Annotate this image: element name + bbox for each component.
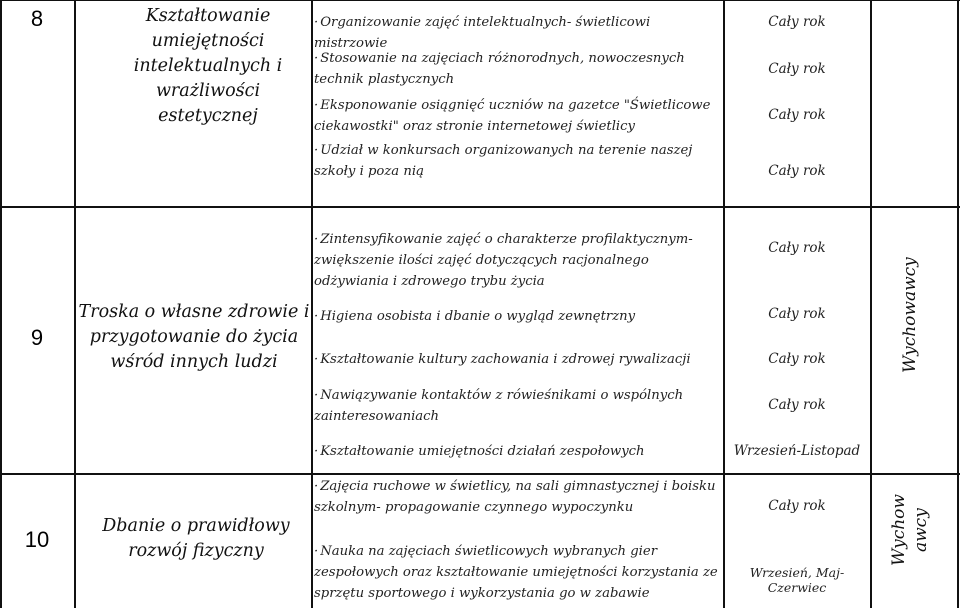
task-term: Cały rok (768, 240, 826, 256)
row-divider-8-9 (0, 206, 960, 208)
task-item: · Nawiązywanie kontaktów z rówieśnikami o wspólnych zainteresowaniach (314, 388, 684, 424)
task-term: Cały rok (768, 306, 826, 322)
col-divider-right (957, 0, 959, 608)
task-item: · Udział w konkursach organizowanych na terenie naszej szkoły i poza nią (314, 143, 693, 179)
task-item: · Eksponowanie osiągnięć uczniów na gazetce "Świetlicowe ciekawostki" oraz stronie internetowej świetlicy (314, 98, 711, 134)
row-divider-top (0, 0, 960, 1)
task-term: Cały rok (768, 163, 826, 179)
task-term: Cały rok (768, 498, 826, 514)
row-number: 10 (24, 527, 50, 552)
task-item: · Kształtowanie umiejętności działań zespołowych (314, 444, 645, 459)
task-item: · Kształtowanie kultury zachowania i zdrowej rywalizacji (314, 352, 691, 367)
row-area-title: Troska o własne zdrowie i przygotowanie do życia wśród innych ludzi (78, 302, 310, 372)
task-item: · Zajęcia ruchowe w świetlicy, na sali gimnastycznej i boisku szkolnym- propagowanie czynnego wypoczynku (314, 479, 716, 515)
row-divider-9-10 (0, 473, 960, 475)
col-divider-term (870, 0, 872, 608)
task-item: · Higiena osobista i dbanie o wygląd zewnętrzny (314, 309, 636, 324)
task-item: · Zintensyfikowanie zajęć o charakterze profilaktycznym- zwiększenie ilości zajęć dotyczących racjonalnego odżywiania i zdrowego trybu życia (314, 232, 693, 289)
col-divider-area (311, 0, 313, 608)
task-item: · Stosowanie na zajęciach różnorodnych, nowoczesnych technik plastycznych (314, 51, 685, 87)
row-number: 9 (30, 325, 44, 350)
task-term: Wrzesień-Listopad (733, 443, 861, 459)
col-divider-number (74, 0, 76, 608)
task-term: Cały rok (768, 351, 826, 367)
row-number: 8 (30, 6, 44, 31)
responsible-label: Wychow awcy (889, 494, 931, 566)
row-area-title: Dbanie o prawidłowy rozwój fizyczny (102, 516, 290, 561)
responsible-label: Wychowawcy (900, 257, 920, 373)
row-area-title: Kształtowanie umiejętności intelektualnych i wrażliwości estetycznej (133, 6, 283, 126)
task-term: Wrzesień, Maj-Czerwiec (749, 565, 845, 595)
task-term: Cały rok (768, 107, 826, 123)
task-term: Cały rok (768, 397, 826, 413)
task-item: · Nauka na zajęciach świetlicowych wybranych gier zespołowych oraz kształtowanie umiejętności korzystania ze sprzętu sportowego i wykorzystania go w zabawie (314, 544, 718, 601)
task-term: Cały rok (768, 14, 826, 30)
col-divider-left (0, 0, 2, 608)
task-item: · Organizowanie zajęć intelektualnych- świetlicowi mistrzowie (314, 15, 651, 51)
task-term: Cały rok (768, 61, 826, 77)
